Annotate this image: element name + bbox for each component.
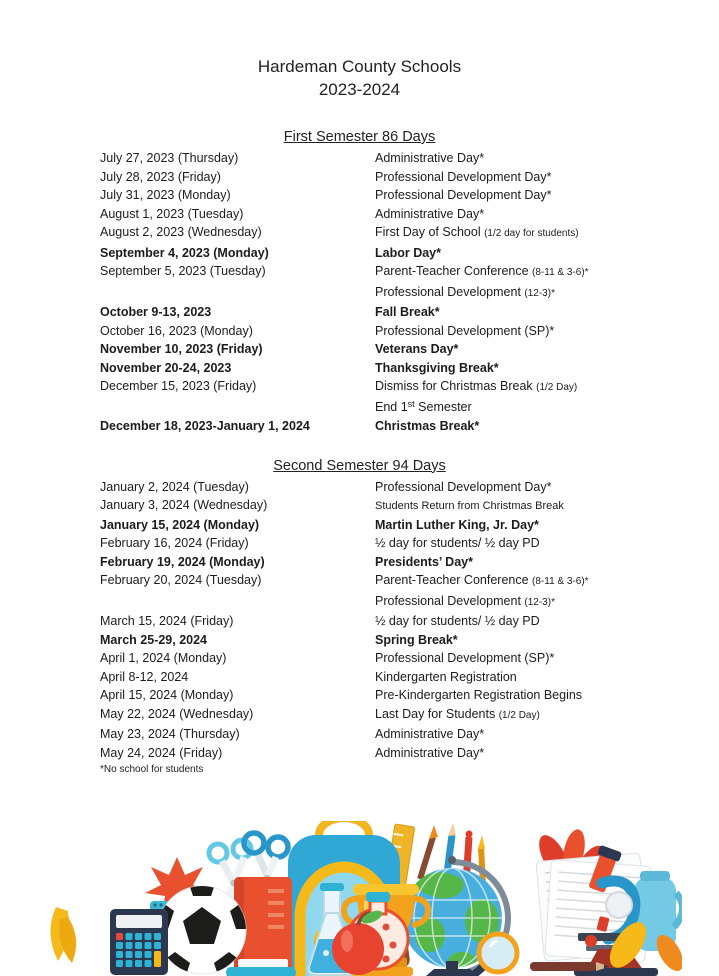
calendar-page xyxy=(0,55,719,777)
calendar-event: Administrative Day* xyxy=(375,727,485,741)
calendar-event: First Day of School (1/2 day for students) xyxy=(375,225,579,239)
yellow-leaf-left-icon xyxy=(50,907,76,963)
calendar-event: Administrative Day* xyxy=(375,151,485,165)
calendar-date: September 4, 2023 (Monday) xyxy=(100,245,269,260)
calendar-date: July 27, 2023 (Thursday) xyxy=(100,151,239,165)
calendar-date: July 31, 2023 (Monday) xyxy=(100,188,231,202)
calendar-date: May 24, 2024 (Friday) xyxy=(100,745,223,760)
first-semester-section xyxy=(0,127,719,436)
calendar-date: August 1, 2023 (Tuesday) xyxy=(100,206,244,221)
school-year: 2023-2024 xyxy=(318,80,401,99)
first-semester-heading: First Semester 86 Days xyxy=(283,129,436,145)
calendar-event: Kindergarten Registration xyxy=(375,669,517,684)
calendar-date: May 22, 2024 (Wednesday) xyxy=(100,706,254,721)
calendar-date: November 20-24, 2023 xyxy=(100,360,232,375)
calendar-event: Thanksgiving Break* xyxy=(375,360,499,375)
calendar-event: Dismiss for Christmas Break (1/2 Day) xyxy=(375,379,578,393)
calendar-date: May 23, 2024 (Thursday) xyxy=(100,727,240,741)
second-semester-heading: Second Semester 94 Days xyxy=(273,457,446,474)
calendar-date: April 8-12, 2024 xyxy=(100,669,189,684)
calendar-event: End 1st Semester xyxy=(375,398,472,414)
calendar-event: Administrative Day* xyxy=(375,206,485,221)
calendar-date: January 3, 2024 (Wednesday) xyxy=(100,498,268,512)
calendar-date: January 2, 2024 (Tuesday) xyxy=(100,479,249,494)
calendar-date: April 15, 2024 (Monday) xyxy=(100,688,234,702)
calendar-date: October 16, 2023 (Monday) xyxy=(100,323,253,338)
calendar-date: August 2, 2023 (Wednesday) xyxy=(100,225,262,239)
calendar-event: Students Return from Christmas Break xyxy=(375,500,564,512)
semester-rows-0 xyxy=(100,149,699,436)
calendar-event: Administrative Day* xyxy=(375,745,485,760)
calendar-event: Professional Development Day* xyxy=(375,479,552,494)
calendar-date: October 9-13, 2023 xyxy=(100,305,212,319)
calendar-event: Spring Break* xyxy=(375,632,458,647)
calculator-icon xyxy=(110,909,168,975)
calendar-event: Professional Development (12-3)* xyxy=(375,593,555,608)
calendar-event: Parent-Teacher Conference (8-11 & 3-6)* xyxy=(375,573,589,587)
footnote: *No school for students xyxy=(100,764,204,775)
calendar-event: Pre-Kindergarten Registration Begins xyxy=(375,688,583,702)
calendar-event: Professional Development Day* xyxy=(375,188,552,202)
calendar-date xyxy=(100,592,375,613)
calendar-date: January 15, 2024 (Monday) xyxy=(100,517,260,532)
document-title xyxy=(0,55,719,101)
calendar-event: ½ day for students/ ½ day PD xyxy=(375,536,540,550)
school-name: Hardeman County Schools xyxy=(257,57,462,76)
calendar-date: February 16, 2024 (Friday) xyxy=(100,536,249,550)
calendar-date: December 15, 2023 (Friday) xyxy=(100,379,257,393)
school-supplies-illustration xyxy=(42,821,682,976)
calendar-event: Christmas Break* xyxy=(375,419,480,433)
calendar-date: November 10, 2023 (Friday) xyxy=(100,342,263,356)
calendar-date xyxy=(100,398,375,418)
calendar-event: Professional Development (SP)* xyxy=(375,651,555,665)
calendar-date: September 5, 2023 (Tuesday) xyxy=(100,264,266,278)
calendar-date: March 15, 2024 (Friday) xyxy=(100,614,234,628)
calendar-date xyxy=(100,283,375,304)
calendar-event: Fall Break* xyxy=(375,305,440,319)
second-semester-section xyxy=(0,456,719,763)
calendar-date: March 25-29, 2024 xyxy=(100,632,208,647)
calendar-date: July 28, 2023 (Friday) xyxy=(100,169,221,184)
pencil-horizontal-icon xyxy=(530,962,610,971)
calendar-event: Veterans Day* xyxy=(375,342,459,356)
calendar-date: February 20, 2024 (Tuesday) xyxy=(100,573,262,587)
calendar-event: Martin Luther King, Jr. Day* xyxy=(375,517,539,532)
semester-rows-1 xyxy=(100,478,699,763)
calendar-date: February 19, 2024 (Monday) xyxy=(100,554,265,569)
calendar-date: December 18, 2023-January 1, 2024 xyxy=(100,419,310,433)
calendar-event: Professional Development (12-3)* xyxy=(375,284,555,299)
calendar-event: Professional Development Day* xyxy=(375,169,552,184)
calendar-event: Last Day for Students (1/2 Day) xyxy=(375,706,540,721)
calendar-date: April 1, 2024 (Monday) xyxy=(100,651,227,665)
calendar-event: ½ day for students/ ½ day PD xyxy=(375,614,540,628)
calendar-event: Parent-Teacher Conference (8-11 & 3-6)* xyxy=(375,264,589,278)
calendar-event: Labor Day* xyxy=(375,245,441,260)
calendar-event: Professional Development (SP)* xyxy=(375,323,555,338)
calendar-event: Presidents’ Day* xyxy=(375,554,473,569)
